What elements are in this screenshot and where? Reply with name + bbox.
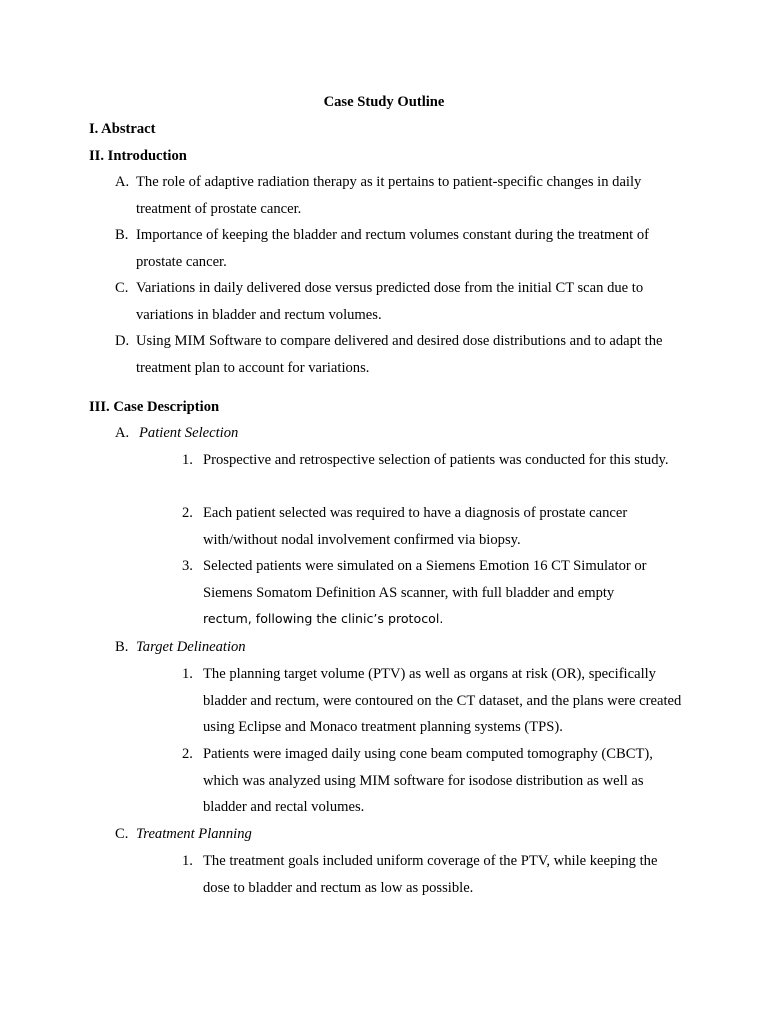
list-item (115, 328, 675, 381)
list-item (115, 275, 675, 328)
subsection-heading-patient-selection (115, 420, 675, 447)
list-item-text: The planning target volume (PTV) as well as organs at risk (OR), specifically bladder and rectum, were contoured on the CT dataset, and the plans were created using Eclipse and Monaco treatment planning systems (TPS). (203, 666, 682, 736)
list-item (115, 169, 675, 222)
list-marker: B. (115, 639, 129, 655)
list-marker: 1. (182, 853, 193, 869)
list-item (182, 661, 682, 741)
list-item-text: Prospective and retrospective selection of patients was conducted for this study. (203, 452, 669, 468)
list-marker: A. (115, 425, 130, 441)
list-item (182, 848, 682, 901)
list-item-text: The treatment goals included uniform coverage of the PTV, while keeping the dose to bladder and rectum as low as possible. (203, 853, 658, 896)
list-item (182, 553, 682, 633)
list-marker: 3. (182, 558, 193, 574)
list-item (182, 447, 682, 474)
list-marker: 1. (182, 452, 193, 468)
section-heading-case-description: III. Case Description (89, 399, 220, 415)
list-item (115, 222, 675, 275)
list-marker: A. (115, 174, 130, 190)
list-item-text: Using MIM Software to compare delivered and desired dose distributions and to adapt the treatment plan to account for variations. (136, 333, 663, 376)
subsection-heading-target-delineation (115, 634, 675, 661)
list-item-text-tail: rectum, following the clinic’s protocol. (203, 611, 444, 627)
page-title: Case Study Outline (323, 94, 445, 110)
section-heading-abstract: I. Abstract (89, 121, 156, 137)
list-item-text: Selected patients were simulated on a Siemens Emotion 16 CT Simulator or Siemens Somatom Definition AS scanner, with full bladder and empty (203, 558, 647, 601)
list-item-text: The role of adaptive radiation therapy as it pertains to patient-specific changes in daily treatment of prostate cancer. (136, 174, 642, 217)
subsection-title: Target Delineation (136, 639, 246, 655)
list-marker: 2. (182, 746, 193, 762)
list-marker: 1. (182, 666, 193, 682)
list-item-text: Patients were imaged daily using cone beam computed tomography (CBCT), which was analyzed using MIM software for isodose distribution as well as bladder and rectal volumes. (203, 746, 653, 816)
section-heading-introduction: II. Introduction (89, 148, 187, 164)
list-marker: 2. (182, 505, 193, 521)
list-item-text: Importance of keeping the bladder and rectum volumes constant during the treatment of prostate cancer. (136, 227, 650, 270)
list-item-text: Variations in daily delivered dose versus predicted dose from the initial CT scan due to variations in bladder and rectum volumes. (136, 280, 644, 323)
list-marker: D. (115, 333, 130, 349)
list-marker: B. (115, 227, 129, 243)
subsection-title: Patient Selection (139, 425, 239, 441)
subsection-heading-treatment-planning (115, 821, 675, 848)
subsection-title: Treatment Planning (136, 826, 252, 842)
list-item (182, 500, 682, 553)
list-marker: C. (115, 280, 129, 296)
list-marker: C. (115, 826, 129, 842)
list-item-text: Each patient selected was required to have a diagnosis of prostate cancer with/without nodal involvement confirmed via biopsy. (203, 505, 628, 548)
list-item (182, 741, 682, 821)
